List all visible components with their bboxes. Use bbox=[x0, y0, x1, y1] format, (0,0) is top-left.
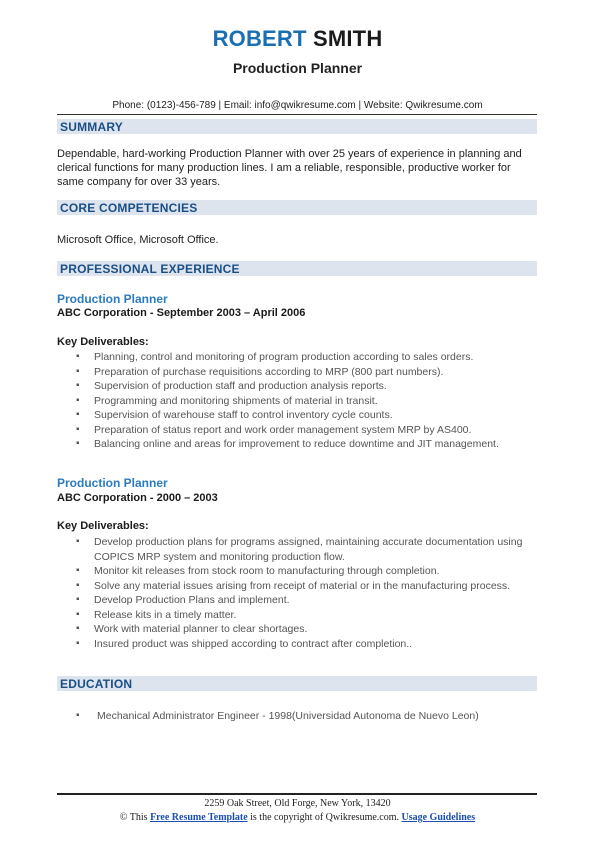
job-title: Production Planner bbox=[57, 476, 168, 490]
first-name: ROBERT bbox=[212, 26, 307, 51]
list-item: ▪ Supervision of production staff and production analysis reports. bbox=[76, 380, 387, 392]
list-item: ▪ Work with material planner to clear shortages. bbox=[76, 623, 308, 635]
bullet-icon: ▪ bbox=[76, 351, 80, 362]
list-item: ▪ Planning, control and monitoring of program production according to sales orders. bbox=[76, 351, 474, 363]
key-deliverables-label: Key Deliverables: bbox=[57, 520, 149, 532]
summary-text: Dependable, hard-working Production Planner with over 25 years of experience in planning and clerical functions for many production lines. I am a reliable, responsible, productive worker for same company for over 33 years. bbox=[57, 148, 522, 188]
footer-copyright: © This Free Resume Template is the copyright of Qwikresume.com. Usage Guidelines bbox=[119, 812, 476, 823]
candidate-name bbox=[0, 26, 595, 52]
competencies-section-header bbox=[57, 200, 537, 215]
bullet-icon: ▪ bbox=[76, 623, 80, 634]
bullet-icon: ▪ bbox=[76, 536, 80, 547]
list-item: ▪ Supervision of warehouse staff to control inventory cycle counts. bbox=[76, 409, 393, 421]
bullet-icon: ▪ bbox=[76, 438, 80, 449]
footer-address: 2259 Oak Street, Old Forge, New York, 13420 bbox=[204, 798, 391, 809]
list-item: ▪ Insured product was shipped according to contract after completion.. bbox=[76, 637, 413, 650]
usage-guidelines-link[interactable]: Usage Guidelines bbox=[401, 812, 476, 823]
contact-line: Phone: (0123)-456-789 | Email: info@qwikresume.com | Website: Qwikresume.com bbox=[112, 100, 483, 111]
bullet-icon: ▪ bbox=[76, 380, 80, 391]
bullet-icon: ▪ bbox=[76, 565, 80, 576]
summary-heading: SUMMARY bbox=[60, 120, 123, 134]
job-company: ABC Corporation - September 2003 – April 2006 bbox=[57, 307, 306, 319]
education-list bbox=[57, 709, 537, 724]
list-item: ▪ Mechanical Administrator Engineer - 1998(Universidad Autonoma de Nuevo Leon) bbox=[76, 710, 479, 722]
experience-heading: PROFESSIONAL EXPERIENCE bbox=[60, 262, 240, 276]
list-item: ▪ Develop production plans for programs assigned, maintaining accurate documentation using COPICS MRP system and monitoring production flow. bbox=[76, 536, 523, 563]
bullet-icon: ▪ bbox=[76, 608, 80, 620]
summary-section-header bbox=[57, 119, 537, 134]
candidate-title: Production Planner bbox=[232, 60, 363, 76]
key-deliverables-label: Key Deliverables: bbox=[57, 336, 149, 348]
bullet-icon: ▪ bbox=[76, 394, 80, 406]
competencies-text: Microsoft Office, Microsoft Office. bbox=[57, 234, 219, 246]
footer-divider bbox=[57, 793, 537, 795]
bullet-icon: ▪ bbox=[76, 365, 80, 377]
bullet-icon: ▪ bbox=[76, 423, 80, 435]
education-section-header bbox=[57, 676, 537, 691]
header-divider bbox=[57, 114, 537, 115]
deliverables-list bbox=[57, 535, 537, 651]
last-name: SMITH bbox=[312, 26, 383, 51]
job-company: ABC Corporation - 2000 – 2003 bbox=[57, 492, 218, 504]
bullet-icon: ▪ bbox=[76, 637, 80, 649]
list-item: ▪ Balancing online and areas for improvement to reduce downtime and JIT management. bbox=[76, 438, 499, 450]
list-item: ▪ Preparation of status report and work order management system MRP by AS400. bbox=[76, 423, 472, 436]
education-heading: EDUCATION bbox=[60, 677, 133, 691]
competencies-heading: CORE COMPETENCIES bbox=[60, 201, 198, 215]
deliverables-list bbox=[57, 350, 537, 452]
list-item: ▪ Monitor kit releases from stock room to manufacturing through completion. bbox=[76, 565, 440, 577]
job-title: Production Planner bbox=[57, 292, 168, 306]
bullet-icon: ▪ bbox=[76, 409, 80, 420]
free-resume-template-link[interactable]: Free Resume Template bbox=[150, 812, 248, 823]
bullet-icon: ▪ bbox=[76, 710, 80, 721]
bullet-icon: ▪ bbox=[76, 579, 80, 591]
list-item: ▪ Programming and monitoring shipments of material in transit. bbox=[76, 394, 378, 407]
bullet-icon: ▪ bbox=[76, 594, 80, 605]
list-item: ▪ Develop Production Plans and implement. bbox=[76, 594, 290, 606]
list-item: ▪ Solve any material issues arising from receipt of material or in the manufacturing process. bbox=[76, 579, 511, 592]
experience-section-header bbox=[57, 261, 537, 276]
list-item: ▪ Preparation of purchase requisitions according to MRP (800 part numbers). bbox=[76, 365, 444, 378]
list-item: ▪ Release kits in a timely matter. bbox=[76, 608, 237, 621]
